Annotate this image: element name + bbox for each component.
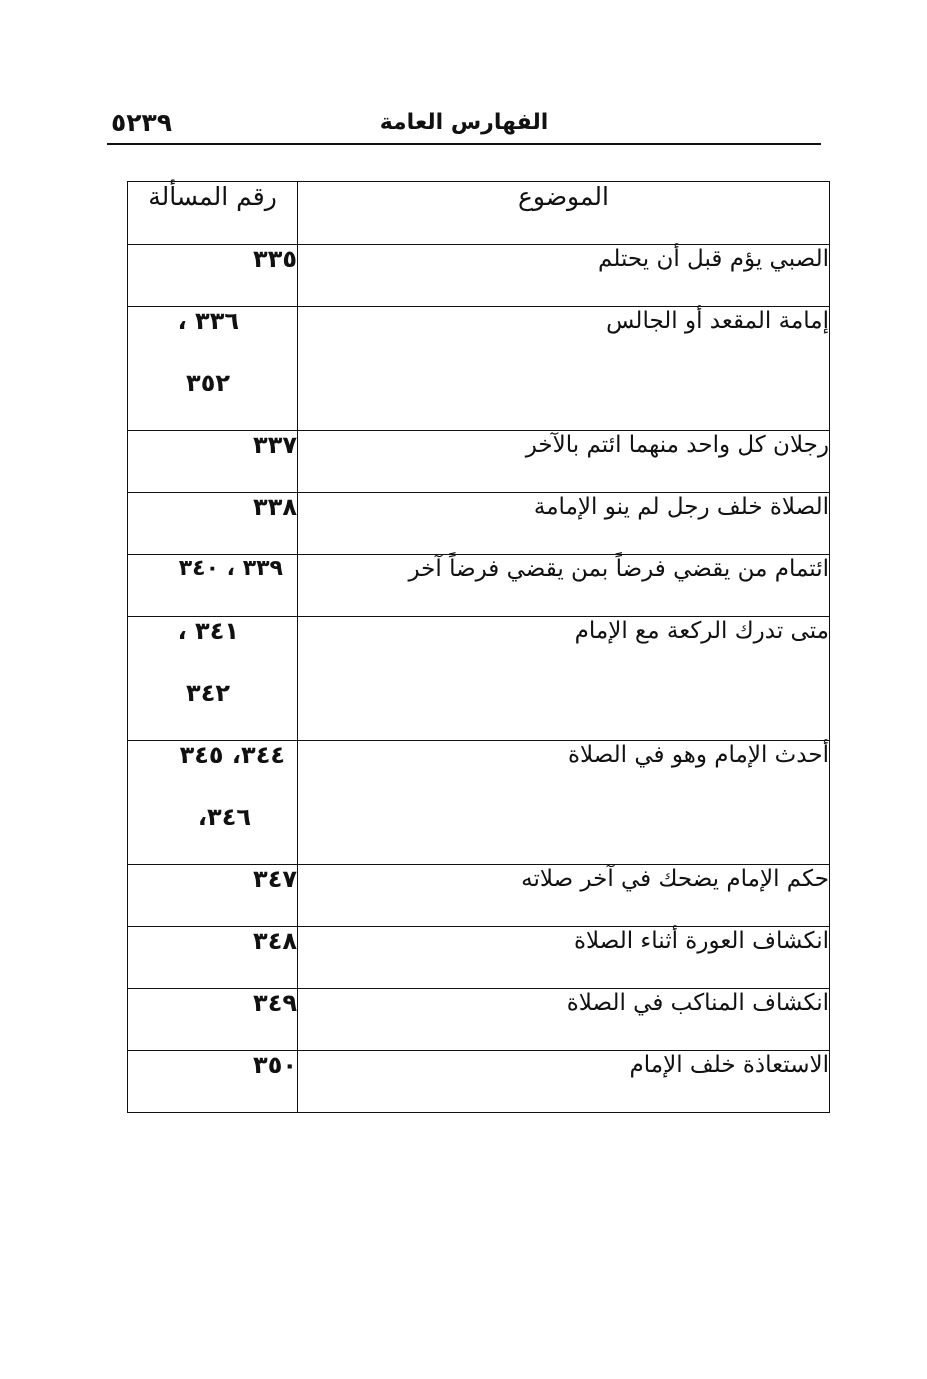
topic-cell: الاستعاذة خلف الإمام — [298, 1051, 830, 1113]
page-number: ٥٢٣٩ — [111, 108, 173, 137]
table-row — [128, 1051, 830, 1113]
column-header-topic: الموضوع — [298, 182, 830, 245]
table-row — [128, 431, 830, 493]
table-row — [128, 307, 830, 431]
topic-cell: الصلاة خلف رجل لم ينو الإمامة — [298, 493, 830, 555]
topic-cell: انكشاف العورة أثناء الصلاة — [298, 927, 830, 989]
topic-cell: حكم الإمام يضحك في آخر صلاته — [298, 865, 830, 927]
issue-number-cell: ٣٤٧ — [128, 865, 298, 927]
issue-number-cell: ٣٣٧ — [128, 431, 298, 493]
issue-number-cell: ٣٣٩ ، ٣٤٠ — [128, 555, 298, 617]
table-row — [128, 865, 830, 927]
issue-number-cell: ٣٤٨ — [128, 927, 298, 989]
issue-number-cell: ٣٤٩ — [128, 989, 298, 1051]
column-header-issue-number: رقم المسألة — [128, 182, 298, 245]
topic-cell: رجلان كل واحد منهما ائتم بالآخر — [298, 431, 830, 493]
topic-cell: أحدث الإمام وهو في الصلاة — [298, 741, 830, 865]
table-row — [128, 989, 830, 1051]
running-title: الفهارس العامة — [379, 110, 549, 135]
issue-number-cell: ٣٣٥ — [128, 245, 298, 307]
table-row — [128, 493, 830, 555]
issue-number-cell: ٣٣٨ — [128, 493, 298, 555]
table-row — [128, 927, 830, 989]
issue-number-cell — [128, 617, 298, 741]
issue-number-line: ٣٣٦ ، — [177, 307, 239, 335]
issue-number-line: ٣٤٢ — [186, 679, 230, 707]
table-row — [128, 245, 830, 307]
topic-cell: الصبي يؤم قبل أن يحتلم — [298, 245, 830, 307]
topic-cell: انكشاف المناكب في الصلاة — [298, 989, 830, 1051]
issue-number-line: ٣٥٢ — [186, 369, 230, 397]
issue-number-line: ٣٤١ ، — [177, 617, 239, 645]
issue-number-cell — [128, 741, 298, 865]
topic-cell: متى تدرك الركعة مع الإمام — [298, 617, 830, 741]
table-row — [128, 555, 830, 617]
running-head — [107, 104, 821, 144]
issue-number-line: ٣٤٤، ٣٤٥ — [179, 741, 285, 769]
table-row — [128, 617, 830, 741]
table-row — [128, 741, 830, 865]
header-rule — [107, 143, 821, 145]
table-header-row — [128, 182, 830, 245]
issue-number-cell — [128, 307, 298, 431]
issue-number-cell: ٣٥٠ — [128, 1051, 298, 1113]
issue-number-line: ٣٤٦، — [197, 803, 251, 831]
topic-cell: ائتمام من يقضي فرضاً بمن يقضي فرضاً آخر — [298, 555, 830, 617]
index-table — [127, 181, 830, 1113]
topic-cell: إمامة المقعد أو الجالس — [298, 307, 830, 431]
